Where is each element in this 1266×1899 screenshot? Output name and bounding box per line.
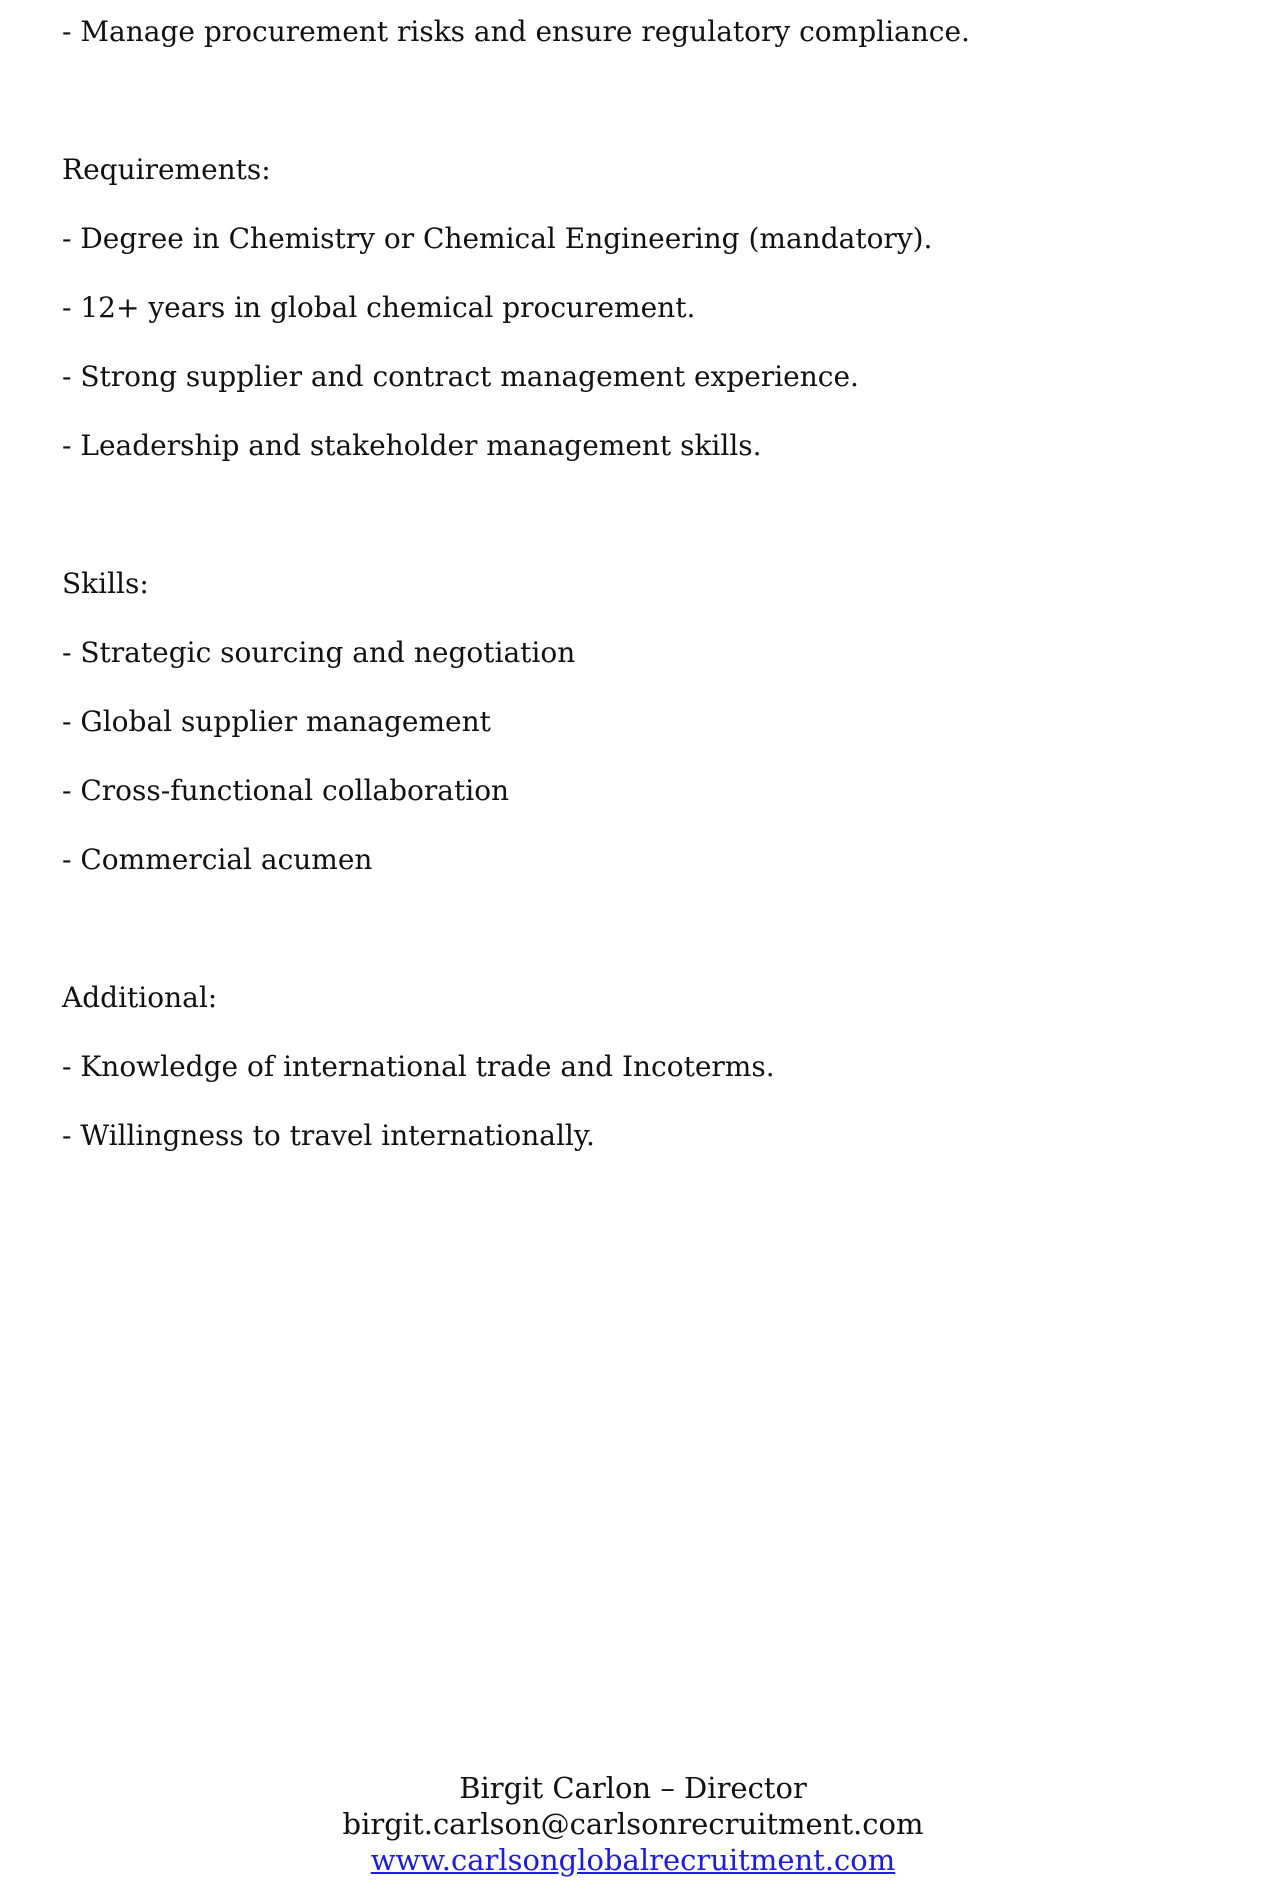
requirements-heading: Requirements: (62, 153, 271, 186)
additional-item: - Knowledge of international trade and Incoterms. (62, 1050, 775, 1083)
skills-item: - Strategic sourcing and negotiation (62, 636, 576, 669)
footer-name-title: Birgit Carlon – Director (459, 1771, 807, 1805)
requirements-item: - Strong supplier and contract management experience. (62, 360, 859, 393)
skills-item: - Global supplier management (62, 705, 491, 738)
requirements-item: - 12+ years in global chemical procurement. (62, 291, 696, 324)
intro-line: - Manage procurement risks and ensure regulatory compliance. (62, 15, 970, 48)
additional-item: - Willingness to travel internationally. (62, 1119, 595, 1152)
requirements-item: - Degree in Chemistry or Chemical Engineering (mandatory). (62, 222, 933, 255)
footer-website-link[interactable]: www.carlsonglobalrecruitment.com (370, 1843, 896, 1877)
skills-item: - Cross-functional collaboration (62, 774, 510, 807)
skills-item: - Commercial acumen (62, 843, 373, 876)
footer-website-wrapper (0, 1842, 1266, 1878)
footer-email: birgit.carlson@carlsonrecruitment.com (342, 1807, 924, 1841)
requirements-item: - Leadership and stakeholder management skills. (62, 429, 762, 462)
additional-heading: Additional: (62, 981, 218, 1014)
skills-heading: Skills: (62, 567, 149, 600)
